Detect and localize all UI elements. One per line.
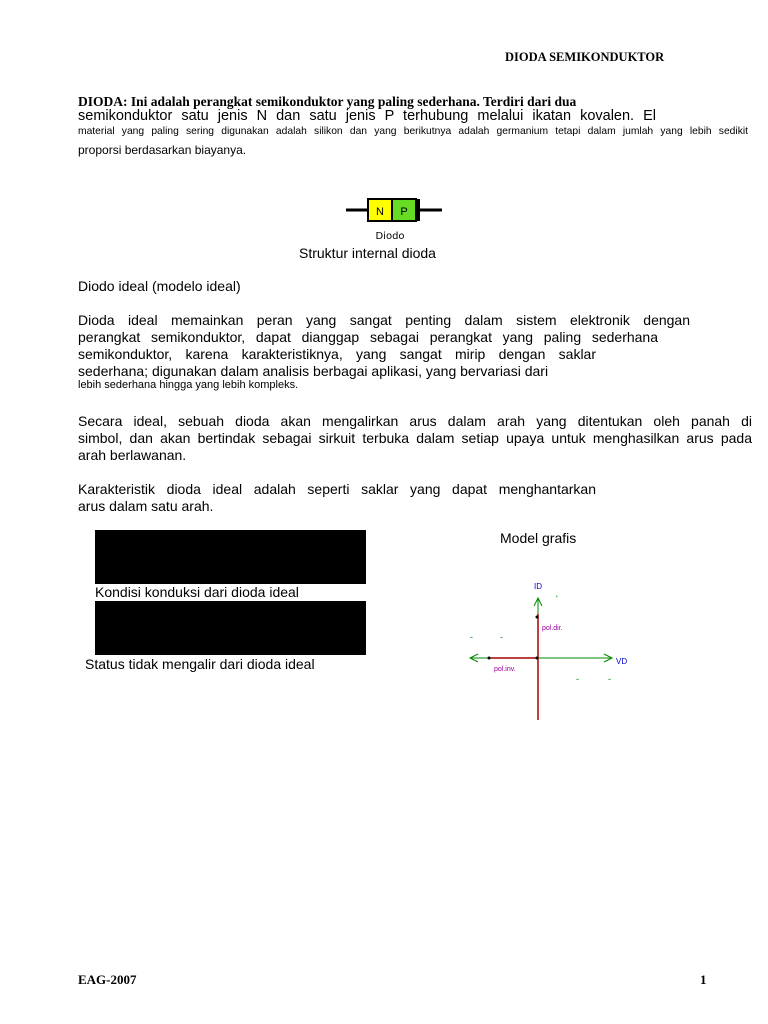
footer-left: EAG-2007	[78, 972, 137, 987]
ideal-para-1-small: lebih sederhana hingga yang lebih kompleks.	[78, 379, 299, 391]
pol-inv-marker	[488, 657, 491, 660]
intro-line-4: proporsi berdasarkan biayanya.	[78, 143, 247, 157]
ideal-para-2-line-1: Secara ideal, sebuah dioda akan mengalirkan arus dalam arah yang ditentukan oleh panah di	[78, 413, 752, 429]
pol-direct-label: pol.dir.	[542, 625, 563, 632]
ideal-para-1-line-1: Dioda ideal memainkan peran yang sangat penting dalam sistem elektronik dengan	[78, 312, 690, 328]
id-axis-label: ID	[534, 582, 542, 591]
dash-mark-1: -	[470, 632, 473, 642]
pol-dir-marker	[536, 616, 539, 619]
pol-inverse-label: pol.inv.	[494, 666, 516, 673]
diode-n-label: N	[376, 206, 384, 218]
page-number: 1	[700, 972, 707, 987]
ideal-heading: Diodo ideal (modelo ideal)	[78, 278, 241, 294]
diode-cathode-band	[415, 199, 420, 221]
dash-mark-2: -	[500, 632, 503, 642]
diode-p-label: P	[400, 206, 408, 218]
nonconduction-figure	[95, 601, 366, 655]
ideal-diode-graph	[460, 576, 640, 726]
ideal-para-1	[78, 312, 690, 380]
intro-line-2	[78, 108, 656, 125]
ideal-para-3-line-1: Karakteristik dioda ideal adalah seperti saklar yang dapat menghantarkan	[78, 481, 596, 497]
ideal-para-1-line-4: sederhana; digunakan dalam analisis berbagai aplikasi, yang bervariasi dari	[78, 363, 549, 379]
intro-line-3-text: material yang paling sering digunakan adalah silikon dan yang berikutnya adalah germanium tetapi dalam jumlah yang lebih sedikit	[78, 126, 748, 137]
diode-small-caption: Diodo	[375, 231, 405, 242]
ideal-para-2-line-3: arah berlawanan.	[78, 447, 187, 463]
ideal-para-3-line-2: arus dalam satu arah.	[78, 498, 214, 514]
conduction-caption: Kondisi konduksi dari dioda ideal	[95, 584, 299, 600]
nonconduction-caption: Status tidak mengalir dari dioda ideal	[85, 656, 315, 672]
dash-mark-3: -	[576, 674, 579, 684]
ideal-para-1-line-3: semikonduktor, karena karakteristiknya, yang sangat mirip dengan saklar	[78, 346, 596, 362]
intro-bold-lead: DIODA: Ini adalah perangkat semikonduktor yang paling sederhana. Terdiri dari dua	[78, 94, 577, 109]
diode-caption: Struktur internal dioda	[299, 245, 436, 261]
conduction-figure	[95, 530, 366, 584]
ideal-para-3	[78, 481, 596, 515]
intro-line-3	[78, 125, 748, 139]
ideal-para-2	[78, 413, 752, 464]
diode-structure-figure	[340, 192, 450, 242]
graph-title: Model grafis	[500, 530, 577, 546]
ideal-para-2-line-2: simbol, dan akan bertindak sebagai sirkuit terbuka dalam setiap upaya untuk menghasilkan arus pada	[78, 430, 752, 446]
origin-marker	[536, 657, 539, 660]
dash-mark-4: -	[608, 674, 611, 684]
tick-mark-top: '	[556, 594, 558, 604]
intro-line-2-text: semikonduktor satu jenis N dan satu jenis P terhubung melalui ikatan kovalen. El	[78, 108, 656, 124]
vd-axis-label: VD	[616, 657, 628, 666]
page-header-title: DIODA SEMIKONDUKTOR	[505, 50, 665, 64]
ideal-para-1-line-2: perangkat semikonduktor, dapat dianggap sebagai perangkat yang paling sederhana	[78, 329, 658, 345]
